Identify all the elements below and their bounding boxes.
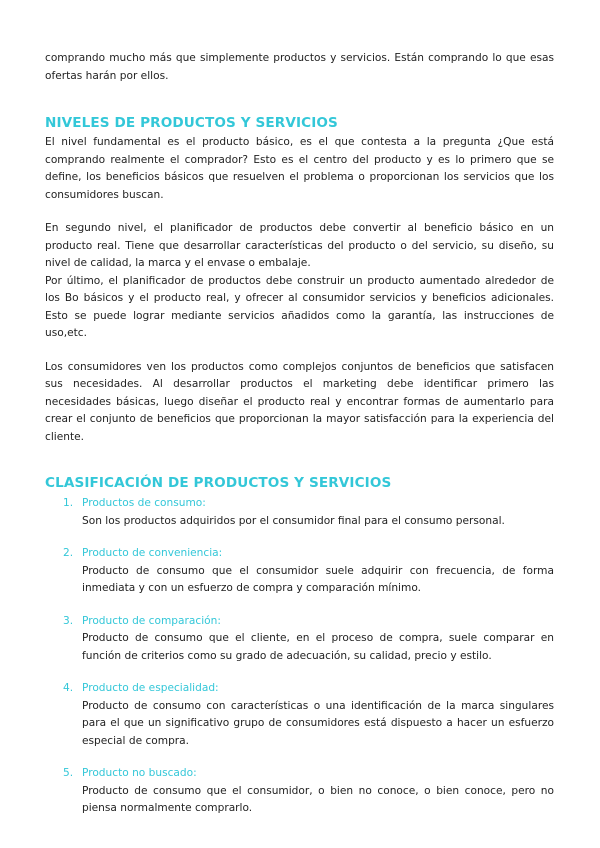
section-heading-clasificacion: CLASIFICACIÓN DE PRODUCTOS Y SERVICIOS — [45, 475, 392, 491]
list-item-description: Producto de consumo que el cliente, en el proceso de compra, suele comparar en función de criterios como su grado de adecuación, su calidad, precio y estilo. — [82, 632, 554, 662]
list-item — [45, 680, 554, 750]
classification-list — [45, 495, 554, 818]
list-number: 1. — [63, 497, 74, 509]
niveles-paragraph-3: Por último, el planificador de productos debe construir un producto aumentado alrededor de los Bo básicos y el producto real, y ofrecer al consumidor servicios y beneficios adicionales. Esto se puede lograr mediante servicios añadidos como la garantía, las instrucciones de uso,etc. — [45, 274, 554, 339]
niveles-paragraph-2: En segundo nivel, el planificador de productos debe convertir al beneficio básico en un producto real. Tiene que desarrollar características del producto o del servicio, su diseño, su nivel de calidad, la marca y el envase o embalaje. — [45, 222, 554, 269]
list-item-title: Producto de comparación: — [82, 614, 221, 627]
list-item — [45, 495, 554, 530]
list-item-title: Producto de conveniencia: — [82, 547, 223, 559]
niveles-paragraph-1: El nivel fundamental es el producto básico, es el que contesta a la pregunta ¿Que está comprando realmente el comprador? Esto es el centro del producto y es lo primero que se define, los beneficios básicos que resuelven el problema o proporcionan los servicios que los consumidores buscan. — [45, 136, 554, 201]
section-heading-niveles: NIVELES DE PRODUCTOS Y SERVICIOS — [45, 115, 338, 131]
list-item-description: Son los productos adquiridos por el consumidor final para el consumo personal. — [82, 514, 505, 527]
document-page — [45, 50, 554, 833]
intro-paragraph: comprando mucho más que simplemente productos y servicios. Están comprando lo que esas ofertas harán por ellos. — [45, 52, 554, 82]
list-number: 3. — [63, 614, 74, 627]
list-item-description: Producto de consumo con características o una identificación de la marca singulares para el que un significativo grupo de consumidores está dispuesto a hacer un esfuerzo especial de compra. — [82, 699, 554, 747]
list-item-title: Producto no buscado: — [82, 767, 197, 779]
list-item — [45, 545, 554, 598]
list-item — [45, 765, 554, 818]
list-item-description: Producto de consumo que el consumidor, o bien no conoce, o bien conoce, pero no piensa normalmente comprarlo. — [82, 784, 554, 814]
list-number: 4. — [63, 682, 74, 694]
list-item-title: Productos de consumo: — [82, 497, 206, 509]
list-number: 5. — [63, 767, 74, 779]
list-number: 2. — [63, 547, 74, 559]
list-item-description: Producto de consumo que el consumidor suele adquirir con frecuencia, de forma inmediata y con un esfuerzo de compra y comparación mínimo. — [82, 564, 554, 594]
list-item — [45, 613, 554, 666]
list-item-title: Producto de especialidad: — [82, 682, 219, 694]
niveles-paragraph-4: Los consumidores ven los productos como complejos conjuntos de beneficios que satisfacen sus necesidades. Al desarrollar productos el marketing debe identificar primero las necesidades básicas, luego diseñar el producto real y encontrar formas de aumentarlo para crear el conjunto de beneficios que proporcionan la mayor satisfacción para la experiencia del cliente. — [45, 360, 554, 443]
